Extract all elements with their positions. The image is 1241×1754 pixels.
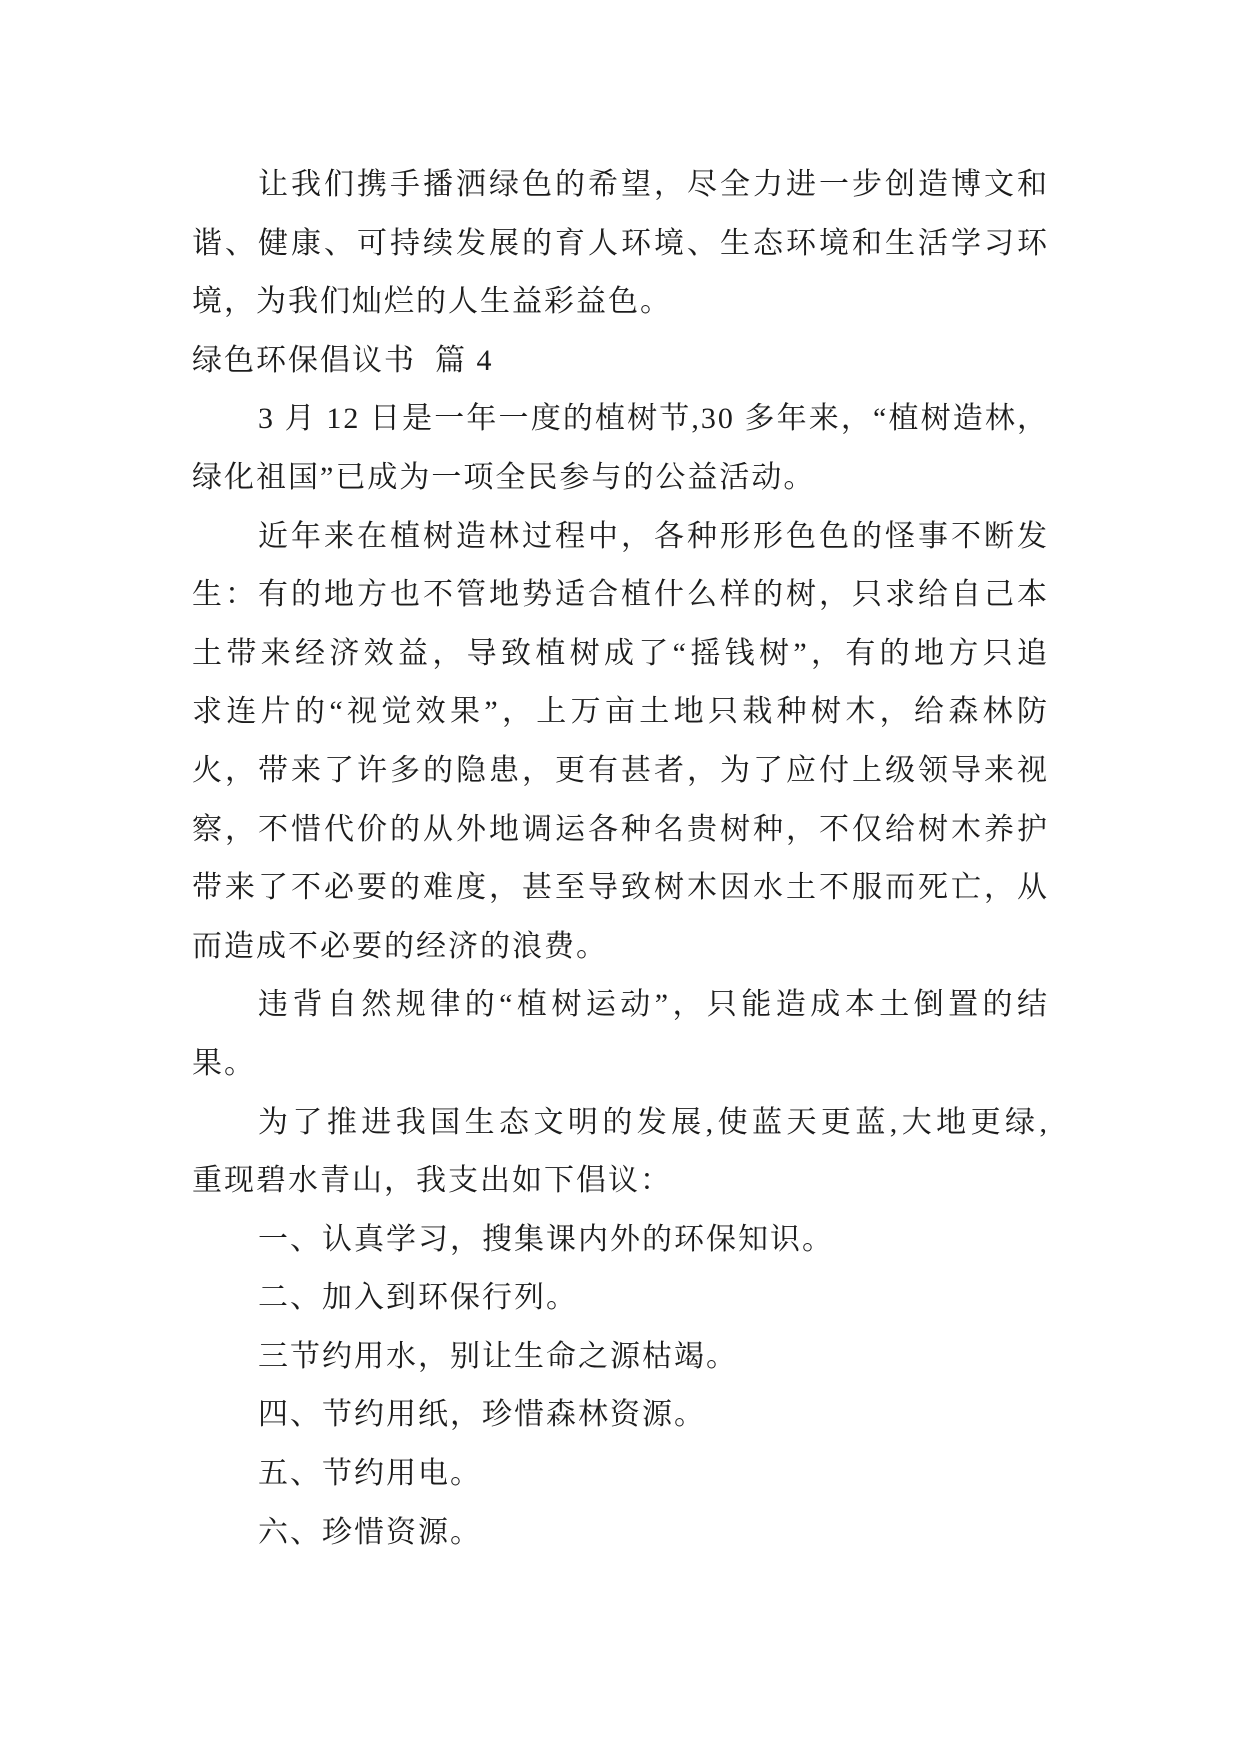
paragraph (192, 1094, 1049, 1211)
proposal-item: 二、加入到环保行列。 (258, 1281, 578, 1315)
proposal-item: 三节约用水，别让生命之源枯竭。 (258, 1339, 738, 1373)
proposal-item: 一、认真学习，搜集课内外的环保知识。 (258, 1222, 834, 1256)
paragraph-line: 而造成不必要的经济的浪费。 (192, 929, 608, 963)
paragraph (192, 390, 1049, 507)
paragraph-line: 求连片的“视觉效果”，上万亩土地只栽种树木，给森林防 (192, 695, 1049, 729)
paragraph-line: 果。 (192, 1046, 256, 1080)
paragraph-line: 生：有的地方也不管地势适合植什么样的树，只求给自己本 (192, 578, 1049, 612)
paragraph-line: 带来了不必要的难度，甚至导致树木因水土不服而死亡，从 (192, 871, 1049, 905)
paragraph-line: 谐、健康、可持续发展的育人环境、生态环境和生活学习环 (192, 226, 1049, 260)
section-heading: 绿色环保倡议书 篇 4 (192, 343, 494, 377)
proposal-list (192, 1211, 1049, 1563)
proposal-item: 四、节约用纸，珍惜森林资源。 (258, 1398, 706, 1432)
intro-paragraph (192, 156, 1049, 332)
paragraph-line: 3 月 12 日是一年一度的植树节,30 多年来，“植树造林， (258, 402, 1049, 436)
paragraph-line: 火，带来了许多的隐患，更有甚者，为了应付上级领导来视 (192, 753, 1049, 787)
document-body (192, 156, 1049, 1562)
paragraph-line: 绿化祖国”已成为一项全民参与的公益活动。 (192, 460, 816, 494)
paragraph-line: 让我们携手播洒绿色的希望，尽全力进一步创造博文和 (258, 168, 1049, 201)
paragraph-line: 为了推进我国生态文明的发展,使蓝天更蓝,大地更绿, (258, 1105, 1049, 1139)
paragraph-line: 察，不惜代价的从外地调运各种名贵树种，不仅给树木养护 (192, 812, 1049, 846)
paragraph (192, 508, 1049, 977)
paragraph (192, 976, 1049, 1093)
paragraph-line: 违背自然规律的“植树运动”，只能造成本土倒置的结 (258, 988, 1049, 1022)
paragraph-line: 重现碧水青山，我支出如下倡议： (192, 1164, 672, 1198)
paragraph-line: 土带来经济效益，导致植树成了“摇钱树”，有的地方只追 (192, 636, 1049, 670)
proposal-item: 五、节约用电。 (258, 1457, 482, 1491)
proposal-item: 六、珍惜资源。 (258, 1515, 482, 1549)
paragraph-line: 近年来在植树造林过程中，各种形形色色的怪事不断发 (258, 519, 1049, 553)
paragraph-line: 境，为我们灿烂的人生益彩益色。 (192, 285, 672, 319)
